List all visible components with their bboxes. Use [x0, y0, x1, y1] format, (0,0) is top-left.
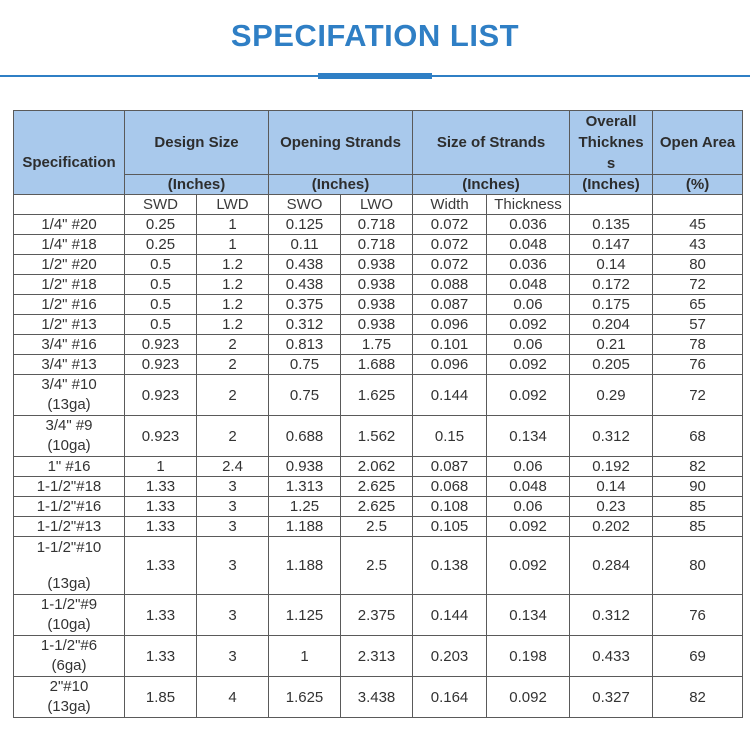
cell-overall: 0.192	[570, 457, 653, 477]
cell-swd: 0.5	[125, 255, 197, 275]
cell-lwo: 0.718	[341, 235, 413, 255]
cell-lwo: 1.562	[341, 416, 413, 457]
cell-swo: 0.813	[269, 335, 341, 355]
cell-swo: 0.125	[269, 215, 341, 235]
cell-overall: 0.14	[570, 477, 653, 497]
cell-swo: 0.438	[269, 255, 341, 275]
cell-width: 0.068	[413, 477, 487, 497]
cell-lwo: 0.718	[341, 215, 413, 235]
table-row	[14, 416, 743, 457]
cell-specification	[14, 537, 125, 595]
subheader-thickness: Thickness	[487, 195, 570, 215]
cell-thickness: 0.092	[487, 537, 570, 595]
cell-swd: 0.923	[125, 375, 197, 416]
cell-lwd: 1.2	[197, 295, 269, 315]
table-row	[14, 335, 743, 355]
cell-lwd: 2	[197, 335, 269, 355]
header-opening-strands: Opening Strands	[269, 111, 413, 175]
cell-lwo: 2.313	[341, 636, 413, 677]
cell-lwd: 3	[197, 537, 269, 595]
spec-mesh-label: 3/4" #9	[45, 417, 93, 434]
cell-lwo: 2.625	[341, 497, 413, 517]
cell-specification: 1/2" #13	[14, 315, 125, 335]
cell-overall: 0.327	[570, 677, 653, 718]
cell-overall: 0.23	[570, 497, 653, 517]
cell-width: 0.203	[413, 636, 487, 677]
unit-size-of-strands: (Inches)	[413, 175, 570, 195]
cell-swo: 0.688	[269, 416, 341, 457]
cell-swo: 1.625	[269, 677, 341, 718]
cell-thickness: 0.134	[487, 595, 570, 636]
cell-width: 0.096	[413, 315, 487, 335]
cell-open: 45	[653, 215, 743, 235]
spec-gauge-label: (6ga)	[51, 657, 87, 674]
cell-swd: 0.5	[125, 295, 197, 315]
cell-specification	[14, 636, 125, 677]
spec-gauge-label: (10ga)	[47, 616, 91, 633]
cell-specification: 1/2" #20	[14, 255, 125, 275]
cell-open: 85	[653, 497, 743, 517]
cell-lwo: 2.375	[341, 595, 413, 636]
spec-gauge-label: (13ga)	[47, 574, 91, 592]
cell-width: 0.096	[413, 355, 487, 375]
table-row	[14, 595, 743, 636]
cell-thickness: 0.092	[487, 315, 570, 335]
cell-swd: 1.33	[125, 537, 197, 595]
cell-overall: 0.14	[570, 255, 653, 275]
cell-lwd: 3	[197, 517, 269, 537]
subheader-swd: SWD	[125, 195, 197, 215]
cell-swd: 1.33	[125, 497, 197, 517]
cell-swd: 0.923	[125, 335, 197, 355]
cell-thickness: 0.06	[487, 497, 570, 517]
cell-specification	[14, 375, 125, 416]
table-row	[14, 355, 743, 375]
cell-open: 72	[653, 375, 743, 416]
subheader-overall-blank	[570, 195, 653, 215]
cell-open: 43	[653, 235, 743, 255]
cell-width: 0.164	[413, 677, 487, 718]
cell-lwd: 2	[197, 355, 269, 375]
cell-swo: 0.938	[269, 457, 341, 477]
table-row	[14, 477, 743, 497]
cell-swo: 1.25	[269, 497, 341, 517]
cell-swo: 1.125	[269, 595, 341, 636]
table-row	[14, 517, 743, 537]
subheader-open-blank	[653, 195, 743, 215]
cell-thickness: 0.06	[487, 295, 570, 315]
cell-specification: 1-1/2"#13	[14, 517, 125, 537]
cell-overall: 0.29	[570, 375, 653, 416]
cell-overall: 0.21	[570, 335, 653, 355]
cell-width: 0.101	[413, 335, 487, 355]
cell-specification: 1/4" #20	[14, 215, 125, 235]
cell-specification: 1/2" #18	[14, 275, 125, 295]
table-row	[14, 315, 743, 335]
cell-swo: 1.188	[269, 517, 341, 537]
cell-specification: 1-1/2"#18	[14, 477, 125, 497]
specification-table	[13, 110, 743, 718]
cell-overall: 0.204	[570, 315, 653, 335]
table-row	[14, 255, 743, 275]
cell-lwd: 2.4	[197, 457, 269, 477]
table-row	[14, 215, 743, 235]
spec-mesh-label: 2"#10	[49, 678, 89, 695]
cell-overall: 0.135	[570, 215, 653, 235]
cell-thickness: 0.092	[487, 517, 570, 537]
cell-open: 82	[653, 457, 743, 477]
cell-width: 0.087	[413, 457, 487, 477]
cell-lwo: 0.938	[341, 255, 413, 275]
cell-overall: 0.433	[570, 636, 653, 677]
cell-overall: 0.312	[570, 595, 653, 636]
cell-swo: 0.75	[269, 375, 341, 416]
spec-mesh-label: 1-1/2"#10	[36, 538, 102, 556]
cell-open: 69	[653, 636, 743, 677]
cell-specification: 1/4" #18	[14, 235, 125, 255]
cell-thickness: 0.036	[487, 215, 570, 235]
cell-specification	[14, 677, 125, 718]
cell-specification: 1/2" #16	[14, 295, 125, 315]
subheader-width: Width	[413, 195, 487, 215]
spec-mesh-label: 1-1/2"#9	[40, 596, 98, 613]
cell-width: 0.087	[413, 295, 487, 315]
cell-lwo: 3.438	[341, 677, 413, 718]
spec-gauge-label: (13ga)	[47, 698, 91, 715]
table-row	[14, 537, 743, 595]
cell-swd: 1.85	[125, 677, 197, 718]
cell-thickness: 0.048	[487, 275, 570, 295]
cell-specification: 3/4" #16	[14, 335, 125, 355]
cell-thickness: 0.06	[487, 457, 570, 477]
cell-lwo: 2.5	[341, 537, 413, 595]
cell-width: 0.108	[413, 497, 487, 517]
cell-thickness: 0.134	[487, 416, 570, 457]
cell-lwo: 1.75	[341, 335, 413, 355]
cell-swd: 1.33	[125, 517, 197, 537]
cell-lwo: 2.062	[341, 457, 413, 477]
subheader-row	[14, 195, 743, 215]
table-row	[14, 636, 743, 677]
cell-width: 0.105	[413, 517, 487, 537]
cell-width: 0.15	[413, 416, 487, 457]
cell-thickness: 0.048	[487, 235, 570, 255]
cell-overall: 0.284	[570, 537, 653, 595]
cell-lwo: 0.938	[341, 275, 413, 295]
cell-width: 0.088	[413, 275, 487, 295]
cell-lwd: 3	[197, 497, 269, 517]
table-row	[14, 375, 743, 416]
cell-width: 0.144	[413, 595, 487, 636]
cell-width: 0.138	[413, 537, 487, 595]
title-accent-bar	[318, 73, 432, 79]
cell-width: 0.072	[413, 235, 487, 255]
cell-lwo: 0.938	[341, 295, 413, 315]
cell-overall: 0.172	[570, 275, 653, 295]
cell-lwd: 4	[197, 677, 269, 718]
cell-swd: 0.5	[125, 315, 197, 335]
cell-overall: 0.205	[570, 355, 653, 375]
cell-swo: 0.438	[269, 275, 341, 295]
subheader-lwd: LWD	[197, 195, 269, 215]
table-row	[14, 497, 743, 517]
cell-thickness: 0.048	[487, 477, 570, 497]
cell-lwd: 1.2	[197, 275, 269, 295]
cell-overall: 0.175	[570, 295, 653, 315]
cell-lwo: 2.625	[341, 477, 413, 497]
cell-open: 80	[653, 537, 743, 595]
cell-lwo: 1.625	[341, 375, 413, 416]
cell-open: 80	[653, 255, 743, 275]
cell-width: 0.072	[413, 255, 487, 275]
cell-specification: 3/4" #13	[14, 355, 125, 375]
spec-gauge-label: (10ga)	[47, 437, 91, 454]
cell-specification	[14, 595, 125, 636]
cell-open: 68	[653, 416, 743, 457]
cell-swo: 1.188	[269, 537, 341, 595]
unit-design-size: (Inches)	[125, 175, 269, 195]
unit-overall-thickness: (Inches)	[570, 175, 653, 195]
table-row	[14, 295, 743, 315]
cell-lwd: 1.2	[197, 315, 269, 335]
cell-lwd: 2	[197, 375, 269, 416]
cell-overall: 0.202	[570, 517, 653, 537]
cell-thickness: 0.092	[487, 375, 570, 416]
page-title: SPECIFATION LIST	[230, 18, 520, 53]
cell-open: 90	[653, 477, 743, 497]
cell-swd: 0.923	[125, 355, 197, 375]
cell-swo: 0.312	[269, 315, 341, 335]
cell-swd: 1	[125, 457, 197, 477]
cell-thickness: 0.092	[487, 355, 570, 375]
spec-mesh-label: 1-1/2"#6	[40, 637, 98, 654]
cell-open: 57	[653, 315, 743, 335]
cell-lwo: 0.938	[341, 315, 413, 335]
cell-open: 72	[653, 275, 743, 295]
cell-swo: 0.375	[269, 295, 341, 315]
cell-lwd: 3	[197, 595, 269, 636]
cell-lwd: 2	[197, 416, 269, 457]
cell-lwd: 3	[197, 636, 269, 677]
spec-gauge-label: (13ga)	[47, 396, 91, 413]
header-size-of-strands: Size of Strands	[413, 111, 570, 175]
table-row	[14, 677, 743, 718]
cell-thickness: 0.092	[487, 677, 570, 718]
cell-open: 65	[653, 295, 743, 315]
cell-overall: 0.147	[570, 235, 653, 255]
cell-lwo: 1.688	[341, 355, 413, 375]
cell-swo: 0.11	[269, 235, 341, 255]
cell-swd: 0.5	[125, 275, 197, 295]
subheader-swo: SWO	[269, 195, 341, 215]
cell-swd: 1.33	[125, 636, 197, 677]
header-design-size: Design Size	[125, 111, 269, 175]
cell-open: 85	[653, 517, 743, 537]
subheader-spec-blank	[14, 195, 125, 215]
header-open-area: Open Area	[653, 111, 743, 175]
cell-swd: 1.33	[125, 595, 197, 636]
cell-swo: 1	[269, 636, 341, 677]
cell-lwd: 1	[197, 215, 269, 235]
cell-swo: 1.313	[269, 477, 341, 497]
cell-swd: 0.923	[125, 416, 197, 457]
cell-thickness: 0.06	[487, 335, 570, 355]
cell-lwd: 1	[197, 235, 269, 255]
subheader-lwo: LWO	[341, 195, 413, 215]
cell-width: 0.072	[413, 215, 487, 235]
header-specification: Specification	[14, 111, 125, 195]
cell-overall: 0.312	[570, 416, 653, 457]
cell-width: 0.144	[413, 375, 487, 416]
table-row	[14, 235, 743, 255]
cell-swd: 1.33	[125, 477, 197, 497]
spec-mesh-label: 3/4" #10	[41, 376, 97, 393]
cell-open: 76	[653, 355, 743, 375]
cell-open: 82	[653, 677, 743, 718]
cell-swd: 0.25	[125, 235, 197, 255]
table-row	[14, 457, 743, 477]
cell-swo: 0.75	[269, 355, 341, 375]
cell-specification: 1" #16	[14, 457, 125, 477]
header-overall-thickness: Overall Thicknes s	[570, 111, 653, 175]
unit-open-area: (%)	[653, 175, 743, 195]
cell-open: 78	[653, 335, 743, 355]
unit-opening-strands: (Inches)	[269, 175, 413, 195]
cell-specification	[14, 416, 125, 457]
cell-specification: 1-1/2"#16	[14, 497, 125, 517]
cell-thickness: 0.198	[487, 636, 570, 677]
table-row	[14, 275, 743, 295]
cell-thickness: 0.036	[487, 255, 570, 275]
cell-lwo: 2.5	[341, 517, 413, 537]
cell-lwd: 3	[197, 477, 269, 497]
cell-swd: 0.25	[125, 215, 197, 235]
cell-lwd: 1.2	[197, 255, 269, 275]
cell-open: 76	[653, 595, 743, 636]
